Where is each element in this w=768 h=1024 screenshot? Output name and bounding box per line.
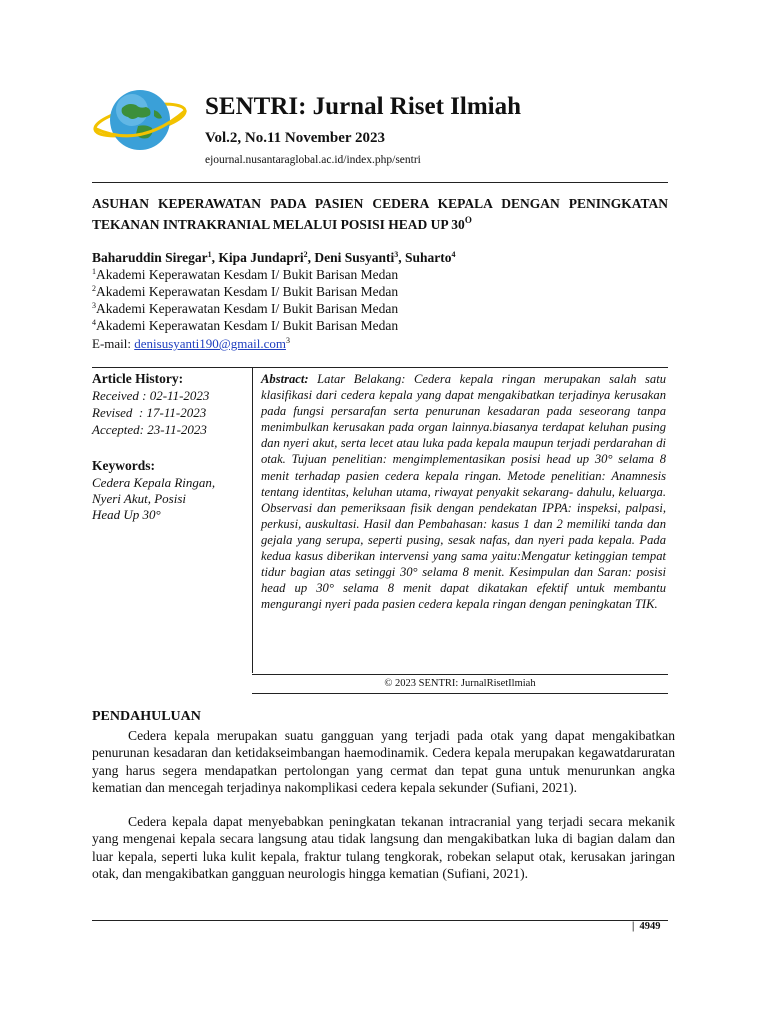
- received-date: Received : 02-11-2023: [92, 388, 210, 403]
- affiliation: $^3$Akademi Keperawatan Kesdam I/ Bukit Barisan Medan: [92, 301, 399, 316]
- author-name: Suharto: [404, 250, 452, 265]
- author-list: Baharuddin Siregar$^1$, Kipa Jundapri$^2$, Deni Susyanti$^3$, Suharto$^4$: [92, 250, 456, 265]
- page-number: | 4949: [632, 921, 661, 932]
- journal-logo-globe-icon: [92, 80, 188, 160]
- article-history-label: Article History:: [92, 371, 184, 386]
- affiliation: $^2$Akademi Keperawatan Kesdam I/ Bukit Barisan Medan: [92, 284, 399, 299]
- copyright-rule: [252, 693, 668, 694]
- body-paragraph: Cedera kepala merupakan suatu gangguan yang terjadi pada otak yang dapat mengakibatkan penurunan kesadaran dan ketidakseimbangan haemodinamik. Cedera kepala merupakan kegawatdaruratan yang harus segera mendapatkan pertolongan yang cermat dan tepat guna untuk menurunkan angka kematian dan mencegah terjadinya nakomplikasi cedera kepala sekunder (Sufiani, 2021).: [92, 728, 675, 795]
- journal-title: SENTRI: Jurnal Riset Ilmiah: [205, 93, 522, 120]
- keyword-line: Cedera Kepala Ringan,: [92, 475, 216, 490]
- info-box-bottom-rule: [252, 674, 668, 675]
- author-email: E-mail: denisusyanti190@gmail.com$^3$: [92, 336, 290, 351]
- email-link[interactable]: denisusyanti190@gmail.com: [134, 336, 286, 351]
- copyright-notice: © 2023 SENTRI: JurnalRisetIlmiah: [384, 678, 536, 689]
- info-box-top-rule: [92, 367, 668, 368]
- affiliation: $^1$Akademi Keperawatan Kesdam I/ Bukit Barisan Medan: [92, 267, 399, 282]
- author-name: Deni Susyanti: [314, 250, 395, 265]
- header-divider: [92, 182, 668, 183]
- revised-date: Revised : 17-11-2023: [92, 405, 207, 420]
- author-name: Baharuddin Siregar: [92, 250, 208, 265]
- info-box-divider: [252, 368, 253, 673]
- article-title: ASUHAN KEPERAWATAN PADA PASIEN CEDERA KEPALA DENGAN PENINGKATAN TEKANAN INTRAKRANIAL MELALUI POSISI HEAD UP $30^O$: [92, 196, 668, 232]
- author-name: Kipa Jundapri: [218, 250, 304, 265]
- affiliation: $^4$Akademi Keperawatan Kesdam I/ Bukit Barisan Medan: [92, 318, 399, 333]
- abstract-text: Abstract: Latar Belakang: Cedera kepala ringan merupakan salah satu klasifikasi dari cedera kepala yang dapat mengakibatkan terjadinya kerusakan pada fungsi persarafan serta penurunan kesadaran pada seseorang tanpa menimbulkan kerusakan pada organ lainnya.biasanya terdapat keluhan pusing dan nyeri akut, serta lecet atau luka pada kepala maupun terjadi perdarahan di otak. Tujuan penelitian: mengimplementasikan posisi head up 30° selama 8 menit terhadap pasien cedera kepala ringan. Metode penelitian: Anamnesis tentang identitas, keluhan utama, riwayat penyakit sekarang- dahulu, keluarga. Observasi dan pemeriksaan fisik dengan pendekatan IPPA: inspeksi, palpasi, perkusi, auskultasi. Hasil dan Pembahasan: kasus 1 dan 2 memiliki tanda dan gejala yang serupa, seperti pusing, sesak nafas, dan nyeri pada kepala. Pada kedua kasus diberikan intervensi yang sama yaitu:Mengatur ketinggian tempat tidur bagian atas setinggi 30° selama 8 menit. Kesimpulan dan Saran: posisi head up 30° selama 8 menit dapat dikatakan efektif untuk membantu mengurangi nyeri pada pasien cedera kepala ringan dengan peningkatan TIK.: [261, 372, 666, 612]
- footer-divider: [92, 920, 668, 921]
- journal-issue: Vol.2, No.11 November 2023: [205, 130, 385, 146]
- abstract-label: Abstract:: [261, 372, 309, 386]
- body-paragraph: Cedera kepala dapat menyebabkan peningkatan tekanan intracranial yang terjadi secara mekanik yang mengenai kepala secara langsung atau tidak langsung dan mengakibatkan luka di bagian dalam dan luar kepala, seperti luka kulit kepala, fraktur tulang tengkorak, robekan selaput otak, kerusakan jaringan otak, dan mengakibatkan gangguan neurologis hingga kematian (Sufiani, 2021).: [92, 814, 675, 881]
- accepted-date: Accepted: 23-11-2023: [92, 422, 207, 437]
- keywords-label: Keywords:: [92, 458, 155, 473]
- keyword-line: Head Up 30°: [92, 507, 161, 522]
- section-heading: PENDAHULUAN: [92, 709, 201, 724]
- journal-url[interactable]: ejournal.nusantaraglobal.ac.id/index.php/sentri: [205, 154, 421, 166]
- keyword-line: Nyeri Akut, Posisi: [92, 491, 187, 506]
